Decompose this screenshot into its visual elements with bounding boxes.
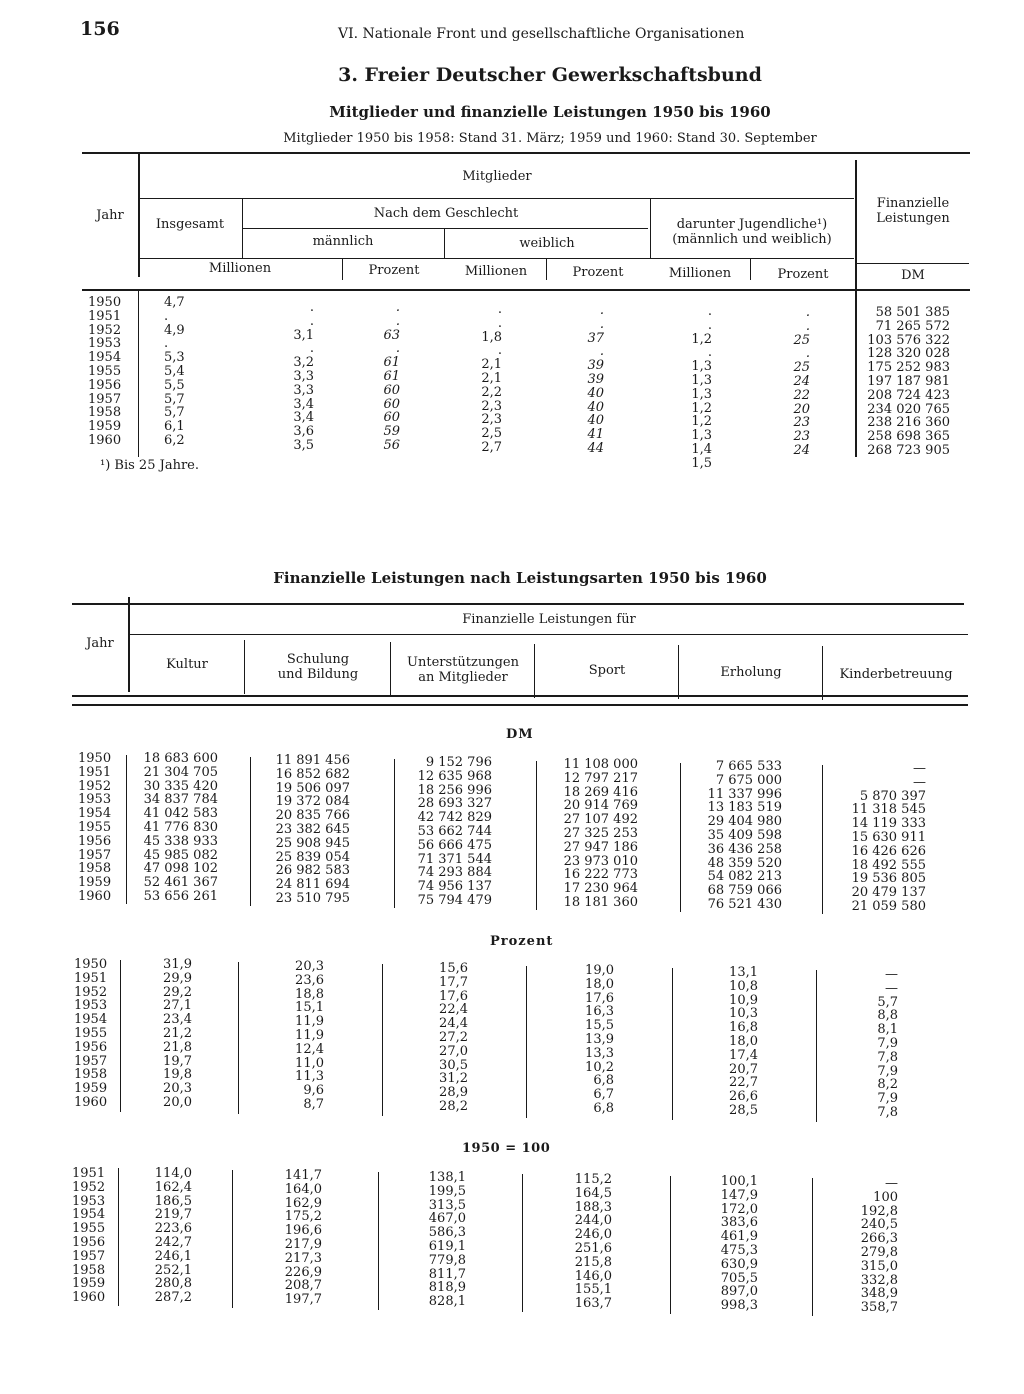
table2-divider <box>244 640 245 694</box>
table2-divider <box>822 765 823 914</box>
t1-col-insgesamt: 4,7 . 4,9 . 5,3 5,4 5,5 5,7 5,7 6,1 6,2 <box>164 295 185 448</box>
t1-head-geschlecht: Nach dem Geschlecht <box>373 206 519 221</box>
t2-dm-kultur: 18 683 600 21 304 705 30 335 420 34 837 784 41 042 583 41 776 830 45 338 933 45 985 082 47 098 102 52 461 367 53 656 261 <box>143 751 218 904</box>
table1-divider <box>242 199 243 258</box>
t2-pct-schulung: 20,3 23,6 18,8 15,1 11,9 11,9 12,4 11,0 11,3 9,6 8,7 <box>295 959 324 1112</box>
table2-divider <box>680 763 681 912</box>
table2-divider <box>526 966 527 1118</box>
table1-divider <box>342 259 343 280</box>
t2-pct-unterstuetzungen: 15,6 17,7 17,6 22,4 24,4 27,2 27,0 30,5 31,2 28,9 28,2 <box>439 961 468 1114</box>
table2-divider <box>232 1170 233 1308</box>
t2-pct-sport: 19,0 18,0 17,6 16,3 15,5 13,9 13,3 10,2 6,8 6,7 6,8 <box>585 963 614 1116</box>
t2-pct-years: 1950 1951 1952 1953 1954 1955 1956 1957 1958 1959 1960 <box>74 957 108 1110</box>
t1-head-millionen: Millionen <box>668 266 732 281</box>
t2-head-erholung: Erholung <box>720 665 782 680</box>
block-label-prozent: Prozent <box>490 934 554 949</box>
t2-dm-erholung: 7 665 533 7 675 000 11 337 996 13 183 519 29 404 980 35 409 598 36 436 258 48 359 520 54 082 213 68 759 066 76 521 430 <box>707 759 782 912</box>
table1-subtitle: Mitglieder 1950 bis 1958: Stand 31. März; 1959 und 1960: Stand 30. September <box>283 131 817 146</box>
t2-head-sport: Sport <box>588 663 626 678</box>
t2-head-unterstuetzungen: Unterstützungen an Mitglieder <box>407 655 519 685</box>
t2-dm-sport: 11 108 000 12 797 217 18 269 416 20 914 769 27 107 492 27 325 253 27 947 186 23 973 010 16 222 773 17 230 964 18 181 360 <box>563 757 638 910</box>
table2-divider <box>816 970 817 1122</box>
table2-header-rule <box>72 704 968 706</box>
t1-head-dm: DM <box>901 268 925 283</box>
table2-divider <box>670 1176 671 1314</box>
table2-divider <box>390 642 391 696</box>
t1-head-millionen: Millionen <box>208 261 272 276</box>
table2-divider <box>534 644 535 698</box>
t2-idx-sport: 115,2 164,5 188,3 244,0 246,0 251,6 215,8 146,0 155,1 163,7 <box>574 1172 612 1312</box>
table2-divider <box>678 645 679 699</box>
t1-head-jahr: Jahr <box>96 208 124 223</box>
t1-head-jugendliche: darunter Jugendliche¹) (männlich und weiblich) <box>672 217 832 247</box>
table2-divider <box>238 962 239 1114</box>
t2-idx-kinder: — 100 192,8 240,5 266,3 279,8 315,0 332,8 348,9 358,7 <box>860 1176 898 1316</box>
table1-rule <box>857 263 969 264</box>
t1-col-jugend-mio: . . 1,2 . 1,3 1,3 1,3 1,2 1,2 1,3 1,4 1,5 <box>691 304 712 471</box>
page-number: 156 <box>80 18 120 40</box>
table1-header-rule <box>82 289 970 291</box>
table2-header-rule <box>72 695 968 697</box>
table1-rule <box>140 198 854 199</box>
t2-dm-years: 1950 1951 1952 1953 1954 1955 1956 1957 1958 1959 1960 <box>78 751 112 904</box>
table1-divider <box>138 291 139 457</box>
table1-footnote: ¹) Bis 25 Jahre. <box>100 458 199 473</box>
t1-col-years: 1950 1951 1952 1953 1954 1955 1956 1957 1958 1959 1960 <box>88 295 122 448</box>
table2-divider <box>812 1178 813 1316</box>
table2-divider <box>522 1174 523 1312</box>
table2-divider <box>394 759 395 908</box>
table2-divider <box>378 1172 379 1310</box>
t1-head-weiblich: weiblich <box>519 236 575 251</box>
table2-divider <box>250 757 251 906</box>
table1-top-rule <box>82 152 970 154</box>
table2-top-rule <box>72 603 964 605</box>
section-title: 3. Freier Deutscher Gewerkschaftsbund <box>338 64 762 86</box>
table2-divider <box>120 960 121 1112</box>
t1-head-millionen: Millionen <box>464 264 528 279</box>
table1-divider <box>650 199 651 258</box>
t1-head-mitglieder: Mitglieder <box>462 169 532 184</box>
table2-divider <box>536 761 537 910</box>
t1-col-maennlich-pct: . . 63 . 61 61 60 60 60 59 56 <box>383 300 400 453</box>
table1-title: Mitglieder und finanzielle Leistungen 1950 bis 1960 <box>329 103 771 121</box>
t2-idx-erholung: 100,1 147,9 172,0 383,6 461,9 475,3 630,9 705,5 897,0 998,3 <box>720 1174 758 1314</box>
table2-divider <box>126 755 127 904</box>
t2-idx-schulung: 141,7 164,0 162,9 175,2 196,6 217,9 217,3 226,9 208,7 197,7 <box>284 1168 322 1308</box>
t2-dm-unterstuetzungen: 9 152 796 12 635 968 18 256 996 28 693 327 42 742 829 53 662 744 56 666 475 71 371 544 74 293 884 74 956 137 75 794 479 <box>417 755 492 908</box>
t2-pct-kinder: — — 5,7 8,8 8,1 7,9 7,8 7,9 8,2 7,9 7,8 <box>877 967 898 1120</box>
table2-title: Finanzielle Leistungen nach Leistungsarten 1950 bis 1960 <box>273 569 767 587</box>
t1-col-maennlich-mio: . . 3,1 . 3,2 3,3 3,3 3,4 3,4 3,6 3,5 <box>293 300 314 453</box>
t1-head-prozent: Prozent <box>572 265 624 280</box>
t2-dm-schulung: 11 891 456 16 852 682 19 506 097 19 372 084 20 835 766 23 382 645 25 908 945 25 839 054 26 982 583 24 811 694 23 510 795 <box>275 753 350 906</box>
table1-divider <box>444 229 445 258</box>
t2-head-jahr: Jahr <box>86 636 114 651</box>
table1-rule <box>140 258 854 259</box>
t2-head-kultur: Kultur <box>166 657 208 672</box>
t1-col-jugend-pct: . . 25 . 25 24 22 20 23 23 24 <box>793 305 810 458</box>
t1-head-maennlich: männlich <box>312 234 374 249</box>
t1-col-finanzielle: 58 501 385 71 265 572 103 576 322 128 320 028 175 252 983 197 187 981 208 724 423 234 020 765 238 216 360 258 698 365 268 723 905 <box>867 305 950 458</box>
t2-head-group: Finanzielle Leistungen für <box>462 612 636 627</box>
table1-rule <box>242 228 648 229</box>
t2-pct-erholung: 13,1 10,8 10,9 10,3 16,8 18,0 17,4 20,7 22,7 26,6 28,5 <box>729 965 758 1118</box>
table2-divider <box>672 968 673 1120</box>
block-label-index: 1950 = 100 <box>462 1141 551 1156</box>
t2-pct-kultur: 31,9 29,9 29,2 27,1 23,4 21,2 21,8 19,7 19,8 20,3 20,0 <box>163 957 192 1110</box>
t2-idx-years: 1951 1952 1953 1954 1955 1956 1957 1958 1959 1960 <box>72 1166 106 1306</box>
t2-dm-kinder: — — 5 870 397 11 318 545 14 119 333 15 630 911 16 426 626 18 492 555 19 536 805 20 479 137 21 059 580 <box>851 761 926 914</box>
t1-head-finanzielle: Finanzielle Leistungen <box>876 196 950 226</box>
block-label-dm: DM <box>506 727 534 742</box>
t2-idx-unterstuetzungen: 138,1 199,5 313,5 467,0 586,3 619,1 779,8 811,7 818,9 828,1 <box>428 1170 466 1310</box>
t1-head-prozent: Prozent <box>777 267 829 282</box>
table1-divider <box>546 259 547 280</box>
t1-col-weiblich-mio: . . 1,8 . 2,1 2,1 2,2 2,3 2,3 2,5 2,7 <box>481 302 502 455</box>
t2-head-kinder: Kinderbetreuung <box>839 667 953 682</box>
table2-divider <box>822 646 823 700</box>
table2-rule <box>130 634 968 635</box>
table2-divider <box>118 1168 119 1306</box>
t1-col-weiblich-pct: . . 37 . 39 39 40 40 40 41 44 <box>587 303 604 456</box>
t2-idx-kultur: 114,0 162,4 186,5 219,7 223,6 242,7 246,1 252,1 280,8 287,2 <box>154 1166 192 1306</box>
running-title: VI. Nationale Front und gesellschaftliche Organisationen <box>338 26 745 42</box>
t1-head-prozent: Prozent <box>368 263 420 278</box>
t1-head-insgesamt: Insgesamt <box>155 217 225 232</box>
table2-divider <box>382 964 383 1116</box>
t2-head-schulung: Schulung und Bildung <box>277 652 359 682</box>
table1-divider <box>750 259 751 280</box>
